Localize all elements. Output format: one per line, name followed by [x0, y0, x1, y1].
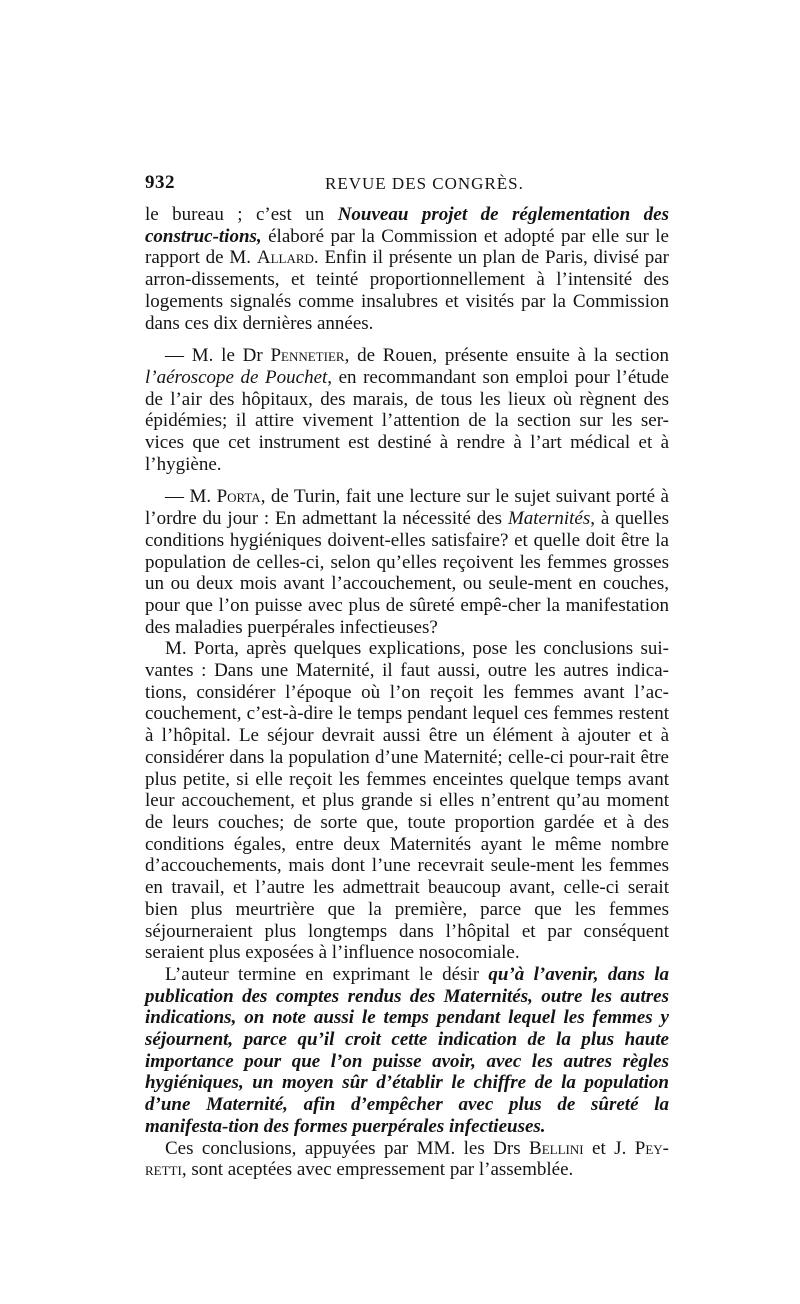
page-header: [145, 172, 669, 200]
italic-term: l’aéroscope de Pouchet: [145, 366, 328, 388]
text-run: élaboré par la Commission et adopté par elle sur le rapport de M.: [145, 225, 669, 269]
italic-quotation: qu’à l’avenir, dans la publication des comptes rendus des Maternités, outre les autres indications, on note aussi le temps pendant lequel les femmes y séjournent, parce qu’il croit cette indication de la plus haute importance pour que l’on puisse avoir, avec les autres règles hygiéniques, un moyen sûr d’établir le chiffre de la population d’une Maternité, afin d’empêcher avec plus de sûreté la manifesta-tion des formes puerpérales infectieuses.: [145, 963, 669, 1137]
body-text: [145, 204, 669, 1181]
paragraph-acceptance: [145, 1138, 669, 1181]
text-run: , en recommandant son emploi pour l’étude de l’air des hôpitaux, des marais, de tous les lieux où règnent des épidémies; il attire vivement l’attention de la section sur les ser-vices que cet instrument est destiné à rendre à l’art médical et à l’hygiène.: [145, 366, 669, 475]
italic-term: Maternités: [507, 508, 591, 530]
person-name: Pennetier: [270, 345, 345, 367]
paragraph-pennetier: [145, 345, 669, 475]
text-run: , de Rouen, présente ensuite à la section: [344, 345, 670, 367]
running-title: REVUE DES CONGRÈS.: [325, 174, 524, 193]
person-name: Pey-retti: [145, 1137, 669, 1181]
text-run: , à quelles conditions hygiéniques doivent-elles satisfaire? et quelle doit être la population de celles-ci, selon qu’elles reçoivent les femmes grosses un ou deux mois avant l’accouchement, ou seule-ment en couches, pour que l’on puisse avec plus de sûreté empê-cher la manifestation des maladies puerpérales infectieuses?: [145, 508, 669, 638]
text-run: , de Turin, fait une lecture sur le sujet suivant porté à l’ordre du jour : En admettant la nécessité des: [145, 486, 669, 530]
text-run: , sont aceptées avec empressement par l’assemblée.: [181, 1159, 574, 1181]
paragraph-porta: [145, 486, 669, 638]
text-run: — M.: [165, 486, 217, 508]
text-run: — M. le Dr: [165, 345, 271, 367]
text-run: le bureau ; c’est un: [145, 204, 338, 225]
paragraph-conclusions: M. Porta, après quelques explications, pose les conclusions sui-vantes : Dans une Maternité, il faut aussi, outre les autres indica-tions, considérer l’époque où l’on reçoit les femmes avant l’ac-couchement, c’est-à-dire le temps pendant lequel ces femmes restent à l’hôpital. Le séjour devrait aussi être un élément à ajouter et à considérer dans la population d’une Maternité; celle-ci pour-rait être plus petite, si elle reçoit les femmes enceintes quelque temps avant leur accouchement, et plus grande si elles n’entrent qu’au moment de leurs couches; de sorte que, toute proportion gardée et à des conditions égales, entre deux Maternités ayant le même nombre d’accouchements, mais dont l’une recevrait seule-ment les femmes en travail, et l’autre les admettrait beaucoup avant, celle-ci serait bien plus meurtrière que la première, parce que les femmes séjourneraient plus longtemps dans l’hôpital et par conséquent seraient plus exposées à l’influence nosocomiale.: [145, 638, 669, 964]
person-name: Allard: [256, 247, 314, 269]
text-run: . Enfin il présente un plan de Paris, divisé par arron-dissements, et teinté proportionnellement à l’intensité des logements signalés comme insalubres et visités par la Commission dans ces dix dernières années.: [145, 247, 669, 334]
text-run: Ces conclusions, appuyées par MM. les Drs: [165, 1137, 530, 1159]
person-name: Bellini: [529, 1137, 584, 1159]
text-run: L’auteur termine en exprimant le désir: [165, 963, 489, 985]
paragraph-bureau: [145, 204, 669, 334]
page-number: 932: [145, 172, 175, 193]
italic-title: Nouveau projet de réglementation des construc-tions,: [145, 204, 669, 247]
person-name: Porta: [216, 486, 261, 508]
text-run: et J.: [583, 1137, 635, 1159]
paragraph-author-wish: [145, 964, 669, 1138]
